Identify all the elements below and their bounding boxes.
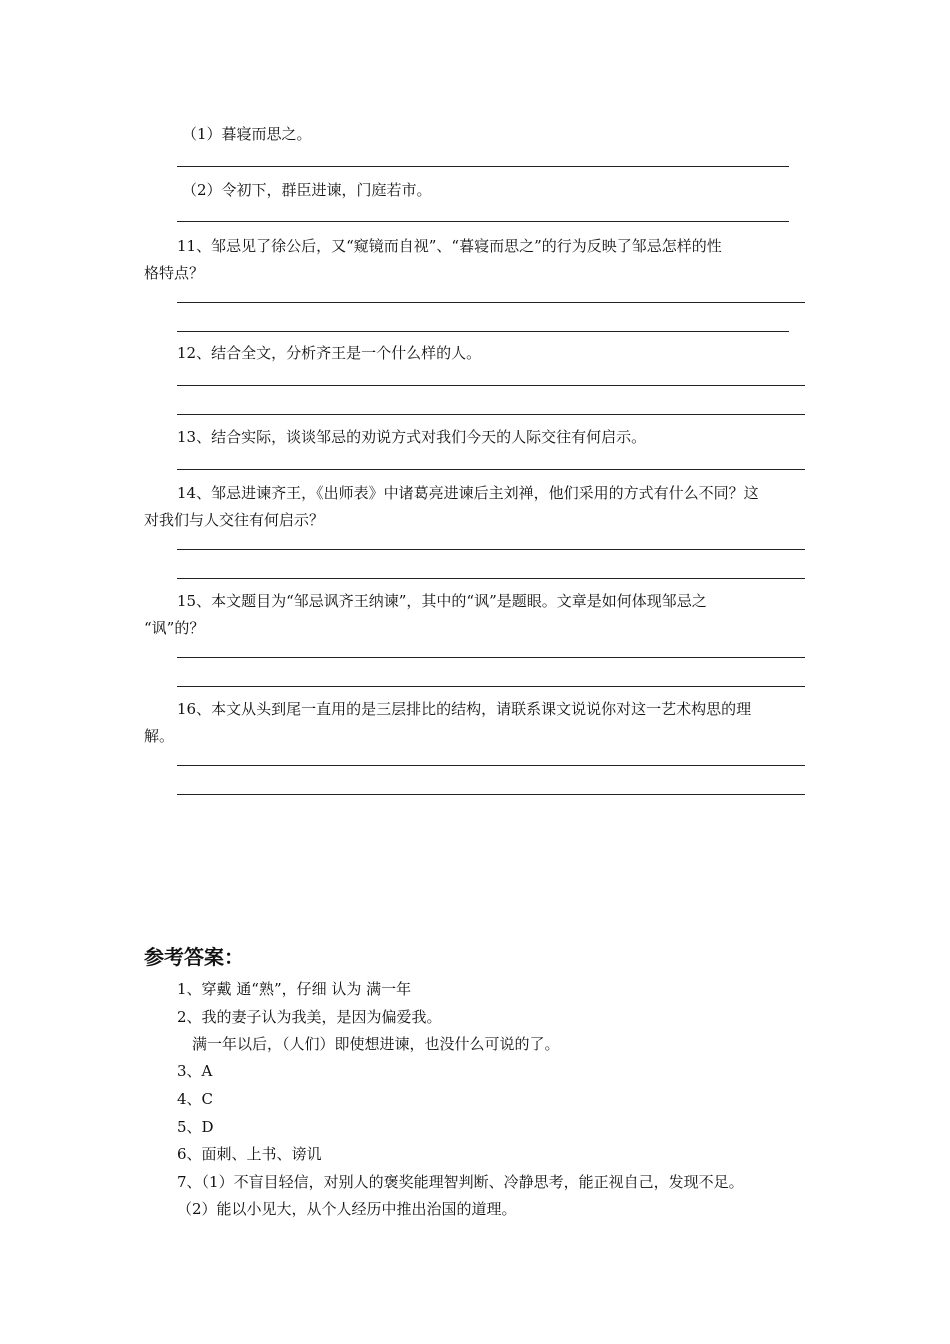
answer-7-cont: （2）能以小见大，从个人经历中推出治国的道理。 [177, 1200, 517, 1218]
answer-line[interactable] [177, 794, 805, 795]
answer-5: 5、D [177, 1118, 214, 1136]
q11-text: 11、邹忌见了徐公后，又“窥镜而自视”、“暮寝而思之”的行为反映了邹忌怎样的性 [177, 237, 722, 255]
q10-sub1: （1）暮寝而思之。 [182, 125, 312, 143]
answer-line[interactable] [177, 331, 789, 332]
q16-text-cont: 解。 [144, 727, 175, 745]
answer-line[interactable] [177, 469, 805, 470]
answer-line[interactable] [177, 414, 805, 415]
answer-2: 2、我的妻子认为我美，是因为偏爱我。 [177, 1008, 442, 1026]
answer-line[interactable] [177, 578, 805, 579]
q15-text-cont: “讽”的？ [144, 619, 205, 637]
answer-line[interactable] [177, 302, 805, 303]
answer-4: 4、C [177, 1090, 214, 1108]
answer-2-cont: 满一年以后，（人们）即使想进谏，也没什么可说的了。 [192, 1035, 560, 1053]
answer-line[interactable] [177, 221, 789, 222]
answer-1: 1、穿戴 通“熟”，仔细 认为 满一年 [177, 980, 412, 998]
q11-text-cont: 格特点？ [144, 264, 205, 282]
q10-sub2: （2）令初下，群臣进谏，门庭若市。 [182, 181, 432, 199]
q14-text-cont: 对我们与人交往有何启示？ [144, 511, 325, 529]
answer-line[interactable] [177, 765, 805, 766]
q16-text: 16、本文从头到尾一直用的是三层排比的结构，请联系课文说说你对这一艺术构思的理 [177, 700, 752, 718]
q14-text: 14、邹忌进谏齐王，《出师表》中诸葛亮进谏后主刘禅，他们采用的方式有什么不同？这 [177, 484, 759, 502]
answer-3: 3、A [177, 1062, 213, 1080]
answer-6: 6、面刺、上书、谤讥 [177, 1145, 322, 1163]
q12-text: 12、结合全文，分析齐王是一个什么样的人。 [177, 344, 482, 362]
answer-line[interactable] [177, 686, 805, 687]
answers-heading: 参考答案： [144, 945, 244, 969]
q13-text: 13、结合实际，谈谈邹忌的劝说方式对我们今天的人际交往有何启示。 [177, 428, 647, 446]
answer-line[interactable] [177, 166, 789, 167]
answer-line[interactable] [177, 385, 805, 386]
q15-text: 15、本文题目为“邹忌讽齐王纳谏”，其中的“讽”是题眼。文章是如何体现邹忌之 [177, 592, 707, 610]
answer-line[interactable] [177, 657, 805, 658]
answer-line[interactable] [177, 549, 805, 550]
answer-7: 7、（1）不盲目轻信，对别人的褒奖能理智判断、冷静思考，能正视自己，发现不足。 [177, 1173, 744, 1191]
